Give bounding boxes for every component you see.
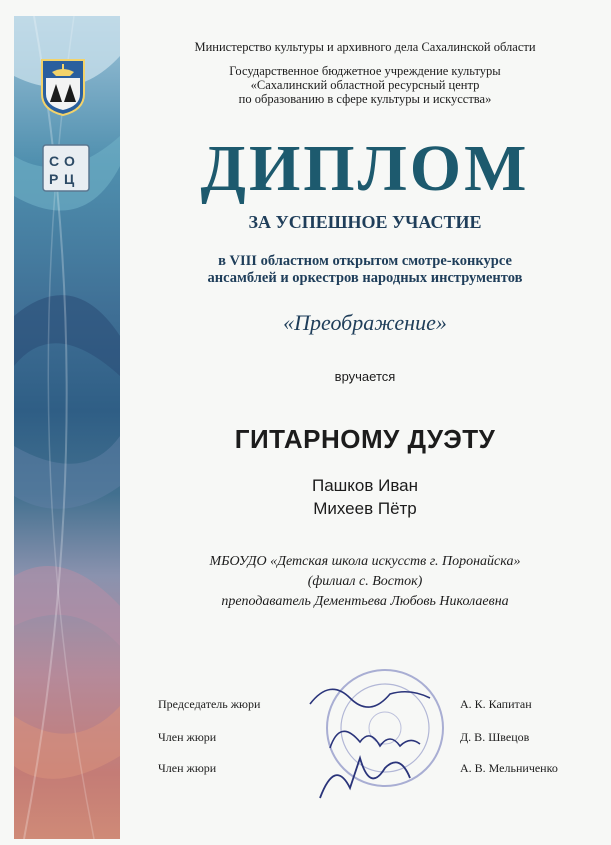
diploma-subtitle: ЗА УСПЕШНОЕ УЧАСТИЕ	[248, 212, 482, 232]
jury-name: Д. В. Швецов	[460, 730, 530, 744]
school-info: МБОУДО «Детская школа искусств г. Поронайска» (филиал с. Восток) преподаватель Дементьева Любовь Николаевна	[209, 554, 521, 609]
coat-of-arms-logo	[40, 58, 86, 116]
svg-text:С: С	[49, 153, 60, 169]
svg-text:О: О	[64, 153, 75, 169]
awarded-label: вручается	[334, 369, 396, 384]
diploma-title: ДИПЛОМ	[200, 132, 530, 205]
member-name: Михеев Пётр	[313, 499, 417, 518]
svg-text:Р: Р	[49, 171, 59, 187]
jury-role: Председатель жюри	[158, 697, 261, 711]
jury-row	[158, 761, 578, 779]
member-list	[150, 474, 580, 520]
jury-name: А. К. Капитан	[460, 697, 532, 711]
jury-name: А. В. Мельниченко	[460, 761, 558, 775]
jury-row	[158, 697, 578, 715]
jury-row	[158, 730, 578, 748]
sorc-logo	[42, 144, 90, 192]
member-name: Пашков Иван	[311, 476, 419, 495]
contest-name: «Преображение»	[283, 310, 447, 335]
decorative-side-band	[14, 16, 120, 839]
recipient-title: ГИТАРНОМУ ДУЭТУ	[234, 424, 496, 454]
jury-role: Член жюри	[158, 730, 217, 744]
contest-description: в VIII областном открытом смотре-конкурсе ансамблей и оркестров народных инструментов	[207, 253, 523, 286]
jury-role: Член жюри	[158, 761, 217, 775]
institution-header: Государственное бюджетное учреждение культуры «Сахалинский областной ресурсный центр по образованию в сфере культуры и искусства»	[229, 64, 501, 106]
ministry-header: Министерство культуры и архивного дела Сахалинской области	[194, 40, 536, 54]
svg-text:Ц: Ц	[64, 171, 75, 187]
